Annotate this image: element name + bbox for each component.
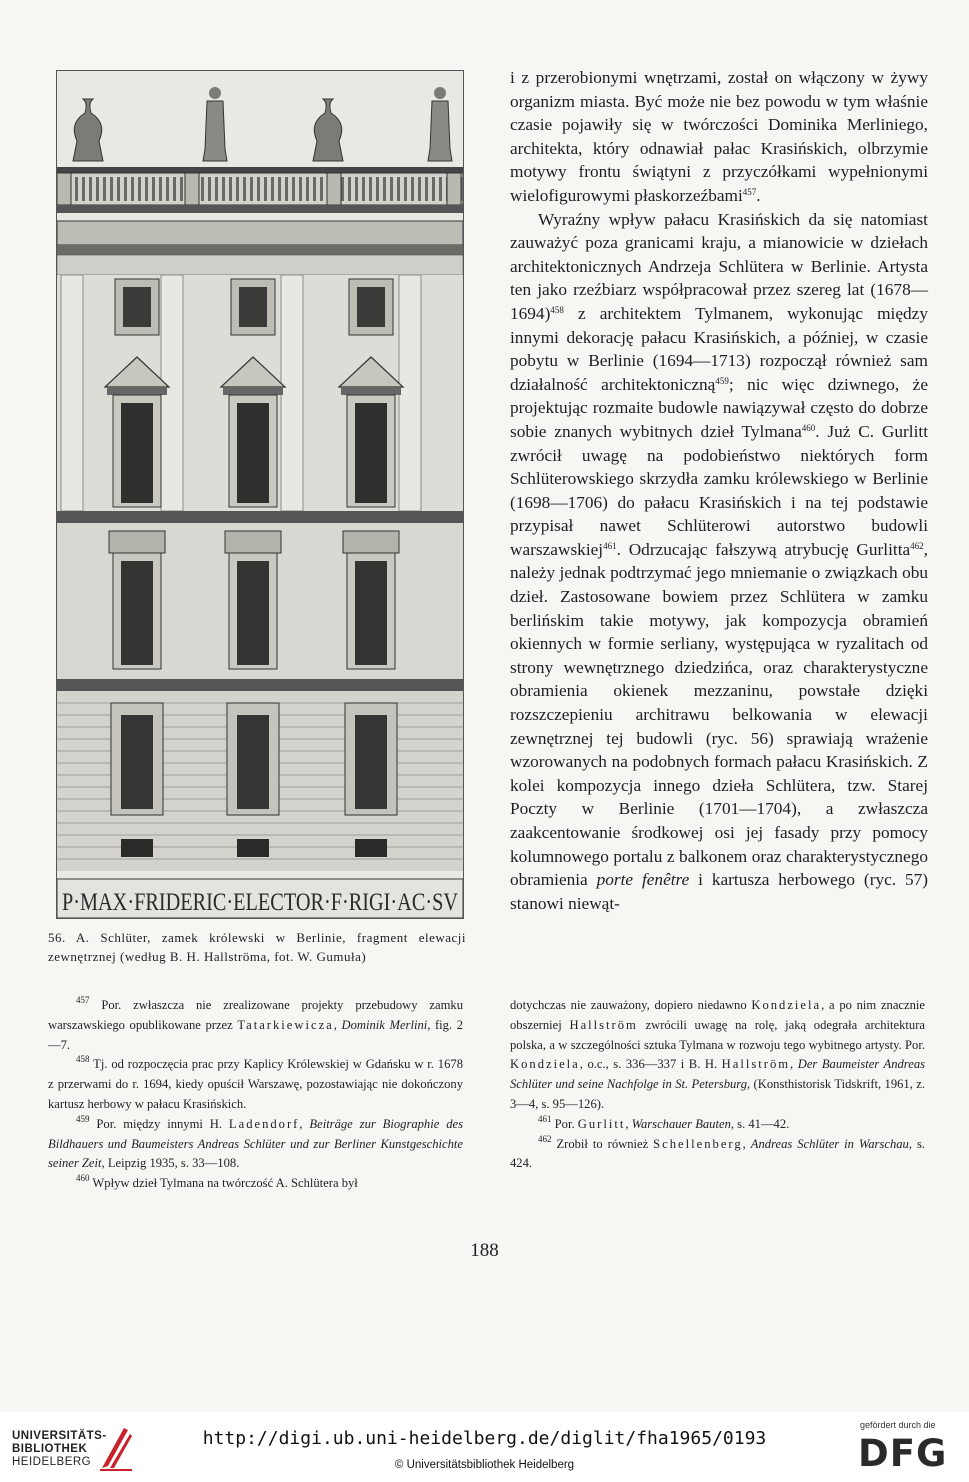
string-course-1 bbox=[57, 511, 463, 523]
ground-window-pane bbox=[121, 715, 153, 809]
paragraph-2 bbox=[510, 208, 928, 916]
footnote-text: , (Konsthistorisk Tidskrift, 1961, z. 3—4, s. 95—126). bbox=[510, 1077, 925, 1111]
baluster bbox=[264, 177, 267, 201]
baluster bbox=[222, 177, 225, 201]
footnote-text: zwrócili uwagę na rolę, jaką odegrała architektura polska, a w szczególności sztuka Tylmana w rozwoju tego wybitnego artysty. Por. bbox=[510, 1017, 925, 1052]
footnote-text: , s. 424. bbox=[510, 1136, 925, 1171]
pilaster bbox=[399, 275, 421, 511]
work-title: Dominik Merlini bbox=[341, 1017, 428, 1032]
baluster bbox=[390, 177, 393, 201]
paragraph-1-text: i z przerobionymi wnętrzami, został on włączony w żywy organizm miasta. Być może nie bez powodu w tym właśnie czasie pojawiły się w twórczości Dominika Merliniego, architekta, który odnawiał pałac Krasińskich, olbrzymie motywy frontu świątyni z przyczółkami wypełnionymi wielofigurowymi płaskorzeźbami bbox=[510, 68, 928, 205]
library-name-line-2: BIBLIOTHEK bbox=[12, 1443, 88, 1455]
baluster bbox=[425, 177, 428, 201]
library-name-line-3: HEIDELBERG bbox=[12, 1456, 92, 1468]
baluster bbox=[236, 177, 239, 201]
work-title: Warschauer Bauten bbox=[631, 1116, 731, 1131]
footnotes-right-column bbox=[510, 996, 925, 1174]
footnotes-left-column bbox=[48, 996, 463, 1194]
facade-inscription: P·MAX·FRIDERIC·ELECTOR·F·RIGI·AC·SV bbox=[62, 889, 458, 916]
second-window-pane bbox=[355, 561, 387, 665]
ground-window-pane bbox=[355, 715, 387, 809]
second-window-pane bbox=[237, 561, 269, 665]
baluster bbox=[201, 177, 204, 201]
footnote-text: , bbox=[790, 1057, 798, 1072]
footnote-text: , bbox=[625, 1116, 632, 1131]
footnote-number: 461 bbox=[538, 1113, 552, 1124]
balustrade-pier bbox=[57, 173, 71, 205]
baluster bbox=[229, 177, 232, 201]
mezzanine-windows bbox=[115, 279, 393, 335]
balustrade-pier bbox=[447, 173, 461, 205]
baluster bbox=[376, 177, 379, 201]
frieze bbox=[57, 255, 463, 275]
footnote-ref-461[interactable]: 461 bbox=[603, 540, 617, 551]
footnote-ref-460[interactable]: 460 bbox=[801, 422, 816, 433]
figure-56-facade-drawing bbox=[56, 70, 464, 919]
baluster bbox=[271, 177, 274, 201]
figure-caption: 56. A. Schlüter, zamek królewski w Berlinie, fragment elewacji zewnętrznej (według B. H. Hallströma, fot. W. Gumuła) bbox=[48, 930, 466, 964]
footnote-text: , s. 41—42. bbox=[730, 1116, 790, 1131]
baluster bbox=[397, 177, 400, 201]
paragraph-1 bbox=[510, 66, 928, 208]
main-floor-windows bbox=[105, 357, 403, 507]
baluster bbox=[313, 177, 316, 201]
baluster bbox=[243, 177, 246, 201]
footnote-text: Wpływ dzieł Tylmana na twórczość A. Schlütera był bbox=[89, 1176, 358, 1191]
baluster bbox=[208, 177, 211, 201]
baluster bbox=[117, 177, 120, 201]
baluster bbox=[75, 177, 78, 201]
baluster bbox=[278, 177, 281, 201]
basement-window bbox=[121, 839, 153, 857]
footnote-text: , a po nim znacznie obszerniej bbox=[510, 998, 925, 1032]
basement-window bbox=[237, 839, 269, 857]
footnote-text: , bbox=[299, 1116, 310, 1131]
baluster bbox=[432, 177, 435, 201]
baluster bbox=[299, 177, 302, 201]
baluster bbox=[250, 177, 253, 201]
work-title: Der Baumeister Andreas Schlüter und seine Nachfolge in St. Petersburg bbox=[510, 1057, 926, 1092]
funded-by-label: gefördert durch die bbox=[860, 1420, 936, 1430]
baluster bbox=[152, 177, 155, 201]
copyright-notice: © Universitätsbibliothek Heidelberg bbox=[394, 1459, 575, 1471]
pilaster bbox=[61, 275, 83, 511]
balustrade-pier bbox=[327, 173, 341, 205]
footnote-text: Tj. od rozpoczęcia prac przy Kaplicy Królewskiej w Gdańsku w r. 1678 z przerwami do r. 1694, kiedy opuścił Warszawę, pozostawiając nie dokończony kartusz herbowy w pałacu Krasińskich. bbox=[48, 1057, 463, 1111]
work-title: Andreas Schlüter in Warschau bbox=[750, 1136, 909, 1151]
paragraph-2-text-h: i kartusza herbowego (ryc. 57) stanowi niewąt- bbox=[510, 870, 928, 913]
author-name: Schellenberg bbox=[653, 1136, 743, 1151]
author-name: Gurlitt bbox=[577, 1116, 626, 1131]
main-window-pane bbox=[121, 403, 153, 503]
baluster bbox=[306, 177, 309, 201]
cornice-shadow bbox=[57, 245, 463, 255]
baluster bbox=[110, 177, 113, 201]
baluster bbox=[383, 177, 386, 201]
baluster bbox=[173, 177, 176, 201]
footnote-text: Por. bbox=[551, 1116, 578, 1131]
footnote-461 bbox=[510, 1115, 925, 1135]
baluster bbox=[159, 177, 162, 201]
baluster bbox=[285, 177, 288, 201]
baluster bbox=[124, 177, 127, 201]
window-cornice bbox=[341, 387, 401, 395]
ground-floor-windows bbox=[111, 703, 397, 815]
baluster bbox=[82, 177, 85, 201]
paragraph-2-text-d: . Już C. Gurlitt zwrócił uwagę na podobieństwo niektórych form Schlüterowskiego skrzydła zamku królewskiego w Berlinie (1698—1706) do pałacu Krasińskich i na tej podstawie przypisał nawet Schlüterowi autorstwo budowli warszawskiej bbox=[510, 421, 928, 559]
baluster bbox=[145, 177, 148, 201]
footnote-text: , bbox=[742, 1136, 751, 1151]
baluster bbox=[103, 177, 106, 201]
baluster bbox=[411, 177, 414, 201]
baluster bbox=[89, 177, 92, 201]
library-name-line-1: UNIVERSITÄTS- bbox=[12, 1430, 107, 1442]
baluster bbox=[362, 177, 365, 201]
author-name: Kondziela bbox=[510, 1057, 580, 1072]
main-window-pane bbox=[237, 403, 269, 503]
author-name: Ladendorf bbox=[228, 1116, 300, 1131]
balustrade-base bbox=[57, 205, 463, 213]
mezzanine-window-pane bbox=[239, 287, 267, 327]
baluster bbox=[292, 177, 295, 201]
footnote-number: 459 bbox=[76, 1113, 90, 1124]
footnote-text: Por. zwłaszcza nie zrealizowane projekty przebudowy zamku warszawskiego opublikowane przez bbox=[48, 998, 463, 1032]
second-window-pane bbox=[121, 561, 153, 665]
baluster bbox=[138, 177, 141, 201]
footnote-text: , Leipzig 1935, s. 33—108. bbox=[101, 1156, 240, 1171]
footnote-459 bbox=[48, 1115, 463, 1174]
baluster bbox=[166, 177, 169, 201]
baluster bbox=[439, 177, 442, 201]
footnote-ref-458[interactable]: 458 bbox=[550, 304, 564, 315]
baluster bbox=[404, 177, 407, 201]
footnote-text: , bbox=[333, 1017, 342, 1032]
cornice bbox=[57, 221, 463, 245]
main-window-pane bbox=[355, 403, 387, 503]
string-course-2 bbox=[57, 679, 463, 691]
italic-term: porte fenêtre bbox=[596, 870, 690, 890]
pilaster bbox=[281, 275, 303, 511]
dfg-logo[interactable]: DFG bbox=[858, 1432, 948, 1475]
work-title: Beiträge zur Biographie des Bildhauers und Baumeisters Andreas Schlüter und zur Berliner Kunstgeschichte seiner Zeit bbox=[48, 1116, 463, 1171]
basement-window bbox=[355, 839, 387, 857]
window-cornice bbox=[107, 387, 167, 395]
baluster bbox=[355, 177, 358, 201]
permalink-url[interactable]: http://digi.ub.uni-heidelberg.de/diglit/fha1965/0193 bbox=[202, 1428, 767, 1449]
baluster bbox=[348, 177, 351, 201]
baluster bbox=[180, 177, 183, 201]
baluster bbox=[96, 177, 99, 201]
window-cartouche bbox=[343, 531, 399, 553]
baluster bbox=[369, 177, 372, 201]
viewer-footer bbox=[0, 1412, 969, 1482]
paragraph-1-end: . bbox=[756, 185, 761, 205]
footnote-460-continued bbox=[510, 996, 925, 1115]
footnote-text: Por. między innymi H. bbox=[89, 1116, 229, 1131]
baluster bbox=[131, 177, 134, 201]
window-cartouche bbox=[109, 531, 165, 553]
footnote-text: , o.c., s. 336—337 i B. H. bbox=[579, 1057, 722, 1072]
footnote-ref-462[interactable]: 462 bbox=[910, 540, 924, 551]
footnote-460 bbox=[48, 1174, 463, 1194]
paragraph-2-text-a: Wyraźny wpływ pałacu Krasińskich da się natomiast zauważyć poza granicami kraju, a mianowicie w dziełach architektonicznych Andrzeja Schlütera w Berlinie. Artysta ten jako rzeźbiarz współpracował przez szereg lat (1678—1694) bbox=[510, 209, 928, 323]
author-name: Kondziela bbox=[751, 998, 822, 1012]
window-cornice bbox=[223, 387, 283, 395]
baluster bbox=[215, 177, 218, 201]
author-name: Tatarkiewicza bbox=[237, 1017, 334, 1032]
second-floor-windows bbox=[109, 531, 399, 669]
balustrade-pier bbox=[185, 173, 199, 205]
footnote-number: 462 bbox=[538, 1133, 552, 1144]
baluster bbox=[418, 177, 421, 201]
footnote-ref-457[interactable]: 457 bbox=[742, 186, 757, 197]
paragraph-2-text-c: ; nic więc dziwnego, że projektując rozmaite budowle nawiązywał często do dobrze sobie znanych wybitnych dzieł Tylmana bbox=[510, 374, 928, 441]
mezzanine-window-pane bbox=[357, 287, 385, 327]
page-number: 188 bbox=[470, 1240, 499, 1261]
footnote-number: 457 bbox=[76, 995, 90, 1005]
footnote-text: dotychczas nie zauważony, dopiero niedawno bbox=[510, 998, 752, 1012]
paragraph-2-text-e: . Odrzucając fałszywą atrybucję Gurlitta bbox=[616, 539, 911, 559]
window-cartouche bbox=[225, 531, 281, 553]
paragraph-2-text-f: , należy jednak podtrzymać jego mniemanie o związkach obu dzieł. Zastosowane bowiem przez Schlütera w zamku berlińskim takie motywy, jak kompozycja obramień okiennych w formie serliany, występująca w ryzalitach od strony wewnętrznego dziedzińca, oraz charakterystyczne obramienia okienek mezzaninu, powstałe dzięki rozszczepieniu architrawu belkowania w elewacji zewnętrznej tej budowli (ryc. 56) sprawiają wrażenie wzorowanych na podobnych formach pałacu Krasińskich. Z kolei kompozycja innego dzieła Schlütera, tzw. Starej Poczty w Berlinie (1701—1704), a zwłaszcza zaakcentowanie środkowej osi jej fasady przy pomocy kolumnowego portalu z balkonem oraz charakterystycznego obramienia bbox=[510, 539, 928, 890]
footnote-text: Zrobił to również bbox=[551, 1136, 654, 1151]
mezzanine-window-pane bbox=[123, 287, 151, 327]
facade-illustration bbox=[57, 71, 463, 918]
baluster bbox=[257, 177, 260, 201]
footnote-458 bbox=[48, 1055, 463, 1114]
footnote-number: 458 bbox=[76, 1054, 90, 1065]
balustrade-top-rail bbox=[57, 167, 463, 173]
footnote-ref-459[interactable]: 459 bbox=[715, 375, 729, 386]
baluster bbox=[320, 177, 323, 201]
footnote-number: 460 bbox=[76, 1173, 90, 1184]
footnote-462 bbox=[510, 1135, 925, 1175]
footnote-text: , fig. 2—7. bbox=[48, 1017, 463, 1052]
ground-window-pane bbox=[237, 715, 269, 809]
author-name: Hallström bbox=[569, 1017, 638, 1032]
footnote-457 bbox=[48, 996, 463, 1055]
main-text-column bbox=[510, 66, 928, 915]
paragraph-2-text-b: z architektem Tylmanem, wykonując między innymi dekorację pałacu Krasińskich, a później, w czasie pobytu w Berlinie (1694—1713) rozpoczął również sam działalność architektoniczną bbox=[510, 303, 928, 394]
author-name: Hallström bbox=[721, 1057, 791, 1072]
